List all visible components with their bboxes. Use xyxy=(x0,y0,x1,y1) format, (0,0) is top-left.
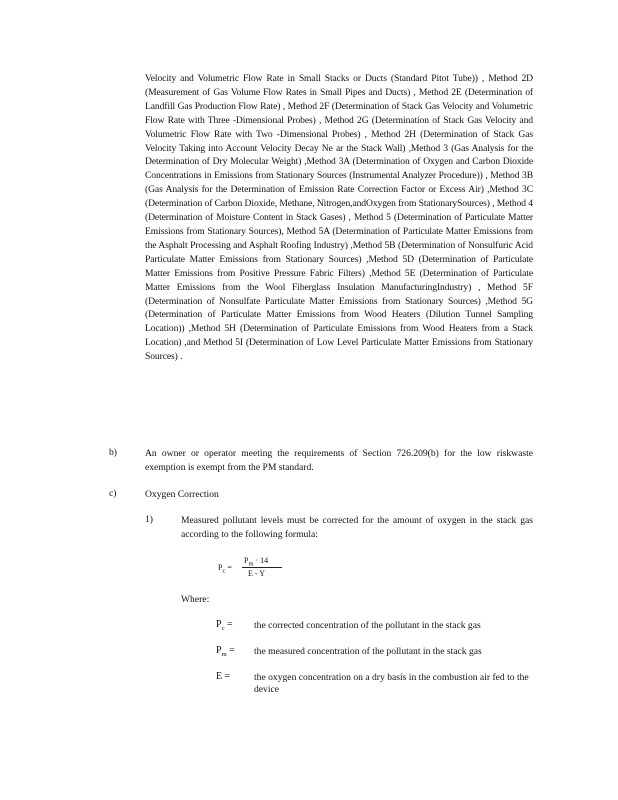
subitem-1-text: Measured pollutant levels must be corrected for the amount of oxygen in the stack gas according to the following formula: xyxy=(181,515,533,540)
subitem-1-label: 1) xyxy=(145,514,153,525)
continuation-paragraph: Velocity and Volumetric Flow Rate in Small Stacks or Ducts (Standard Pitot Tube)) , Method 2D (Measurement of Gas Volume Flow Rates in Small Pipes and Ducts) , Method 2E (Determination of Landfill Gas Production Flow Rate) , Method 2F (Determination of Stack Gas Velocity and Volumetric Flow Rate with Three -Dimensional Probes) , Method 2G (Determination of Stack Gas Velocity and Volumetric Flow Rate with Two -Dimensional Probes) , Method 2H (Determination of Stack Gas Velocity Taking into Account Velocity Decay Ne ar the Stack Wall) ,Method 3 (Gas Analysis for the Determination of Dry Molecular Weight) ,Method 3A (Determination of Oxygen and Carbon Dioxide Concentrations in Emissions from Stationary Sources (Instrumental Analyzer Procedure)) , Method 3B (Gas Analysis for the Determination of Emission Rate Correction Factor or Excess Air) ,Method 3C (Determination of Carbon Dioxide, Methane, Nitrogen,andOxygen from StationarySources) , Method 4 (Determination of Moisture Content in Stack Gases) , Method 5 (Determination of Particulate Matter Emissions from Stationary Sources), Method 5A (Determination of Particulate Matter Emissions from the Asphalt Processing and Asphalt Roofing Industry) ,Method 5B (Determination of Nonsulfuric Acid Particulate Matter Emissions from Stationary Sources) ,Method 5D (Determination of Particulate Matter Emissions from Positive Pressure Fabric Filters) ,Method 5E (Determination of Particulate Matter Emissions from the Wool Fiberglass Insulation ManufacturingIndustry) , Method 5F (Determination of Nonsulfate Particulate Matter Emissions from Stationary Sources) ,Method 5G (Determination of Particulate Matter Emissions from Wood Heaters (Dilution Tunnel Sampling Location)) ,Method 5H (Determination of Particulate Emissions from Wood Heaters from a Stack Location) ,and Method 5I (Determination of Low Level Particulate Matter Emissions from Stationary Sources) . xyxy=(145,73,533,363)
item-b-label: b) xyxy=(109,447,117,458)
fraction-bar xyxy=(242,567,282,568)
definition-term: $P_c$ = xyxy=(216,619,233,632)
definition-term: $P_m$ = xyxy=(216,645,235,658)
definition-text: the corrected concentration of the pollutant in the stack gas xyxy=(254,620,481,631)
where-label: Where: xyxy=(181,594,210,605)
item-c-heading: Oxygen Correction xyxy=(145,489,219,500)
formula-denominator: E - Y xyxy=(248,569,266,578)
definition-text: the oxygen concentration on a dry basis in the combustion air fed to the device xyxy=(254,672,529,695)
definition-term: E = xyxy=(216,671,231,682)
definition-text: the measured concentration of the pollutant in the stack gas xyxy=(254,646,482,657)
formula-numerator: $P_m \cdot 14$ xyxy=(244,556,269,568)
formula-lhs: $P_c$ = xyxy=(218,563,232,575)
oxygen-correction-formula xyxy=(218,556,288,582)
item-b-text: An owner or operator meeting the requirements of Section 726.209(b) for the low riskwaste exemption is exempt from the PM standard. xyxy=(145,448,533,473)
item-c-label: c) xyxy=(109,488,117,499)
